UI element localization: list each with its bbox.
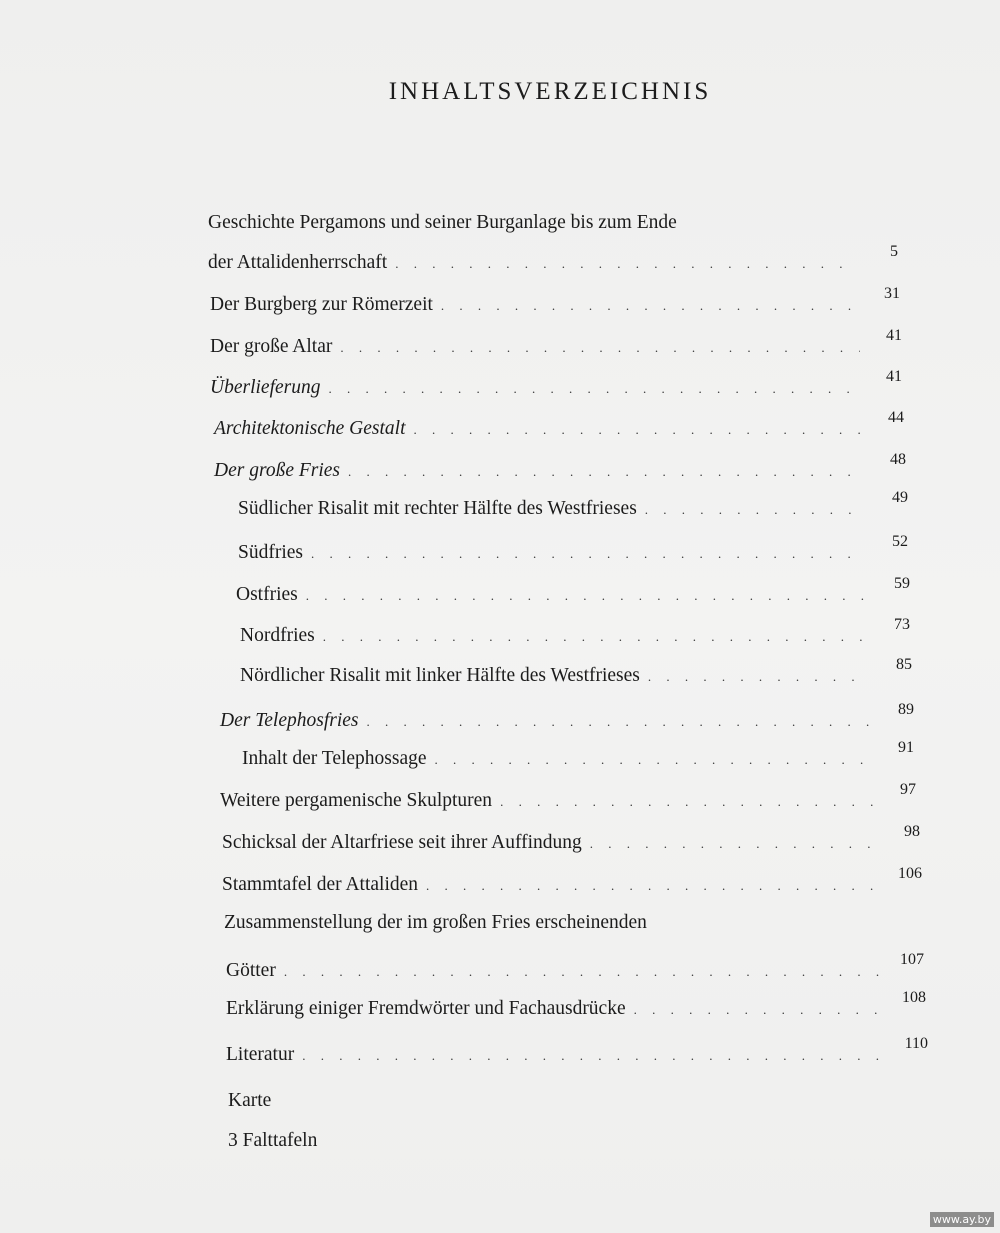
toc-entry-plain xyxy=(228,1130,317,1152)
toc-page-number: 85 xyxy=(896,656,912,673)
toc-entry xyxy=(214,451,906,488)
toc-entry-label: Geschichte Pergamons und seiner Burganlage bis zum Ende xyxy=(208,212,677,233)
toc-entry-label: Überlieferung xyxy=(210,377,321,398)
toc-page-number: 107 xyxy=(900,951,924,968)
toc-entry xyxy=(210,368,902,405)
dot-leader xyxy=(284,964,882,980)
toc-page-number: 98 xyxy=(904,823,920,840)
toc-entry-label: Schicksal der Altarfriese seit ihrer Auffindung xyxy=(222,832,582,853)
toc-page-number: 91 xyxy=(898,739,914,756)
toc-entry xyxy=(242,739,914,776)
toc-entry xyxy=(240,656,912,693)
toc-entry xyxy=(220,781,916,818)
dot-leader xyxy=(645,502,866,518)
toc-page-number: 44 xyxy=(888,409,904,426)
toc-entry-label: Erklärung einiger Fremdwörter und Fachausdrücke xyxy=(226,998,626,1019)
toc-entry-label: Weitere pergamenische Skulpturen xyxy=(220,790,493,811)
dot-leader xyxy=(500,794,874,810)
page-title: INHALTSVERZEICHNIS xyxy=(388,78,712,105)
dot-leader xyxy=(441,298,858,314)
toc-entry-label: Inhalt der Telephossage xyxy=(242,748,427,769)
dot-leader xyxy=(590,836,878,852)
toc-entry-label: Ostfries xyxy=(236,584,298,605)
toc-entry-label: Der Telephosfries xyxy=(220,710,359,731)
toc-entry xyxy=(226,989,926,1026)
toc-page-number: 31 xyxy=(884,285,900,302)
dot-leader xyxy=(328,381,860,397)
toc-page-number: 110 xyxy=(904,1035,928,1052)
toc-entry xyxy=(222,865,922,902)
dot-leader xyxy=(426,878,880,894)
toc-entry-heading xyxy=(224,912,647,934)
toc-entry-label: Stammtafel der Attaliden xyxy=(222,874,419,895)
dot-leader xyxy=(414,422,862,438)
toc-entry-label: Der Burgberg zur Römerzeit xyxy=(210,294,433,315)
toc-page-number: 5 xyxy=(890,243,898,260)
toc-entry xyxy=(208,243,898,280)
dot-leader xyxy=(348,464,864,480)
toc-entry xyxy=(214,409,904,446)
dot-leader xyxy=(367,714,873,730)
dot-leader xyxy=(648,669,870,685)
dot-leader xyxy=(323,629,868,645)
toc-entry-label: Zusammenstellung der im großen Fries erscheinenden xyxy=(224,912,647,933)
dot-leader xyxy=(340,340,860,356)
toc-entry-plain xyxy=(228,1090,271,1112)
toc-entry xyxy=(220,701,914,738)
toc-page-number: 48 xyxy=(890,451,906,468)
toc-page-number: 106 xyxy=(898,865,922,882)
toc-page-number: 73 xyxy=(894,616,910,633)
toc-entry-label: Der große Altar xyxy=(210,336,333,357)
watermark: www.ay.by xyxy=(930,1212,994,1227)
toc-entry xyxy=(210,285,900,322)
toc-entry-label: Nordfries xyxy=(240,625,315,646)
toc-entry-label: Südlicher Risalit mit rechter Hälfte des Westfrieses xyxy=(238,498,637,519)
toc-entry-label: Südfries xyxy=(238,542,303,563)
dot-leader xyxy=(435,752,872,768)
toc-entry-label: Nördlicher Risalit mit linker Hälfte des Westfrieses xyxy=(240,665,640,686)
toc-entry-label: Karte xyxy=(228,1090,272,1111)
toc-entry xyxy=(226,951,924,988)
dot-leader xyxy=(395,256,856,272)
toc-page-number: 41 xyxy=(886,368,902,385)
toc-entry-label: Götter xyxy=(226,960,276,981)
toc-page-number: 41 xyxy=(886,327,902,344)
dot-leader xyxy=(302,1048,886,1064)
toc-page-number: 108 xyxy=(902,989,926,1006)
toc-page-number: 97 xyxy=(900,781,916,798)
toc-entry xyxy=(238,489,908,526)
toc-page-number: 52 xyxy=(892,533,908,550)
toc-entry xyxy=(222,823,920,860)
dot-leader xyxy=(311,546,866,562)
toc-page-number: 59 xyxy=(894,575,910,592)
toc-entry-label: der Attalidenherrschaft xyxy=(208,252,388,273)
toc-entry-label: Architektonische Gestalt xyxy=(214,418,406,439)
dot-leader xyxy=(634,1002,884,1018)
toc-entry xyxy=(210,327,902,364)
toc-page-number: 89 xyxy=(898,701,914,718)
toc-entry-label: Literatur xyxy=(226,1044,295,1065)
toc-entry xyxy=(238,533,908,570)
toc-entry xyxy=(240,616,910,653)
toc-entry-heading xyxy=(208,212,677,234)
toc-entry-label: 3 Falttafeln xyxy=(228,1130,318,1151)
toc-entry-label: Der große Fries xyxy=(214,460,341,481)
toc-page-number: 49 xyxy=(892,489,908,506)
toc-entry xyxy=(236,575,910,612)
toc-entry xyxy=(226,1035,928,1072)
dot-leader xyxy=(306,588,868,604)
